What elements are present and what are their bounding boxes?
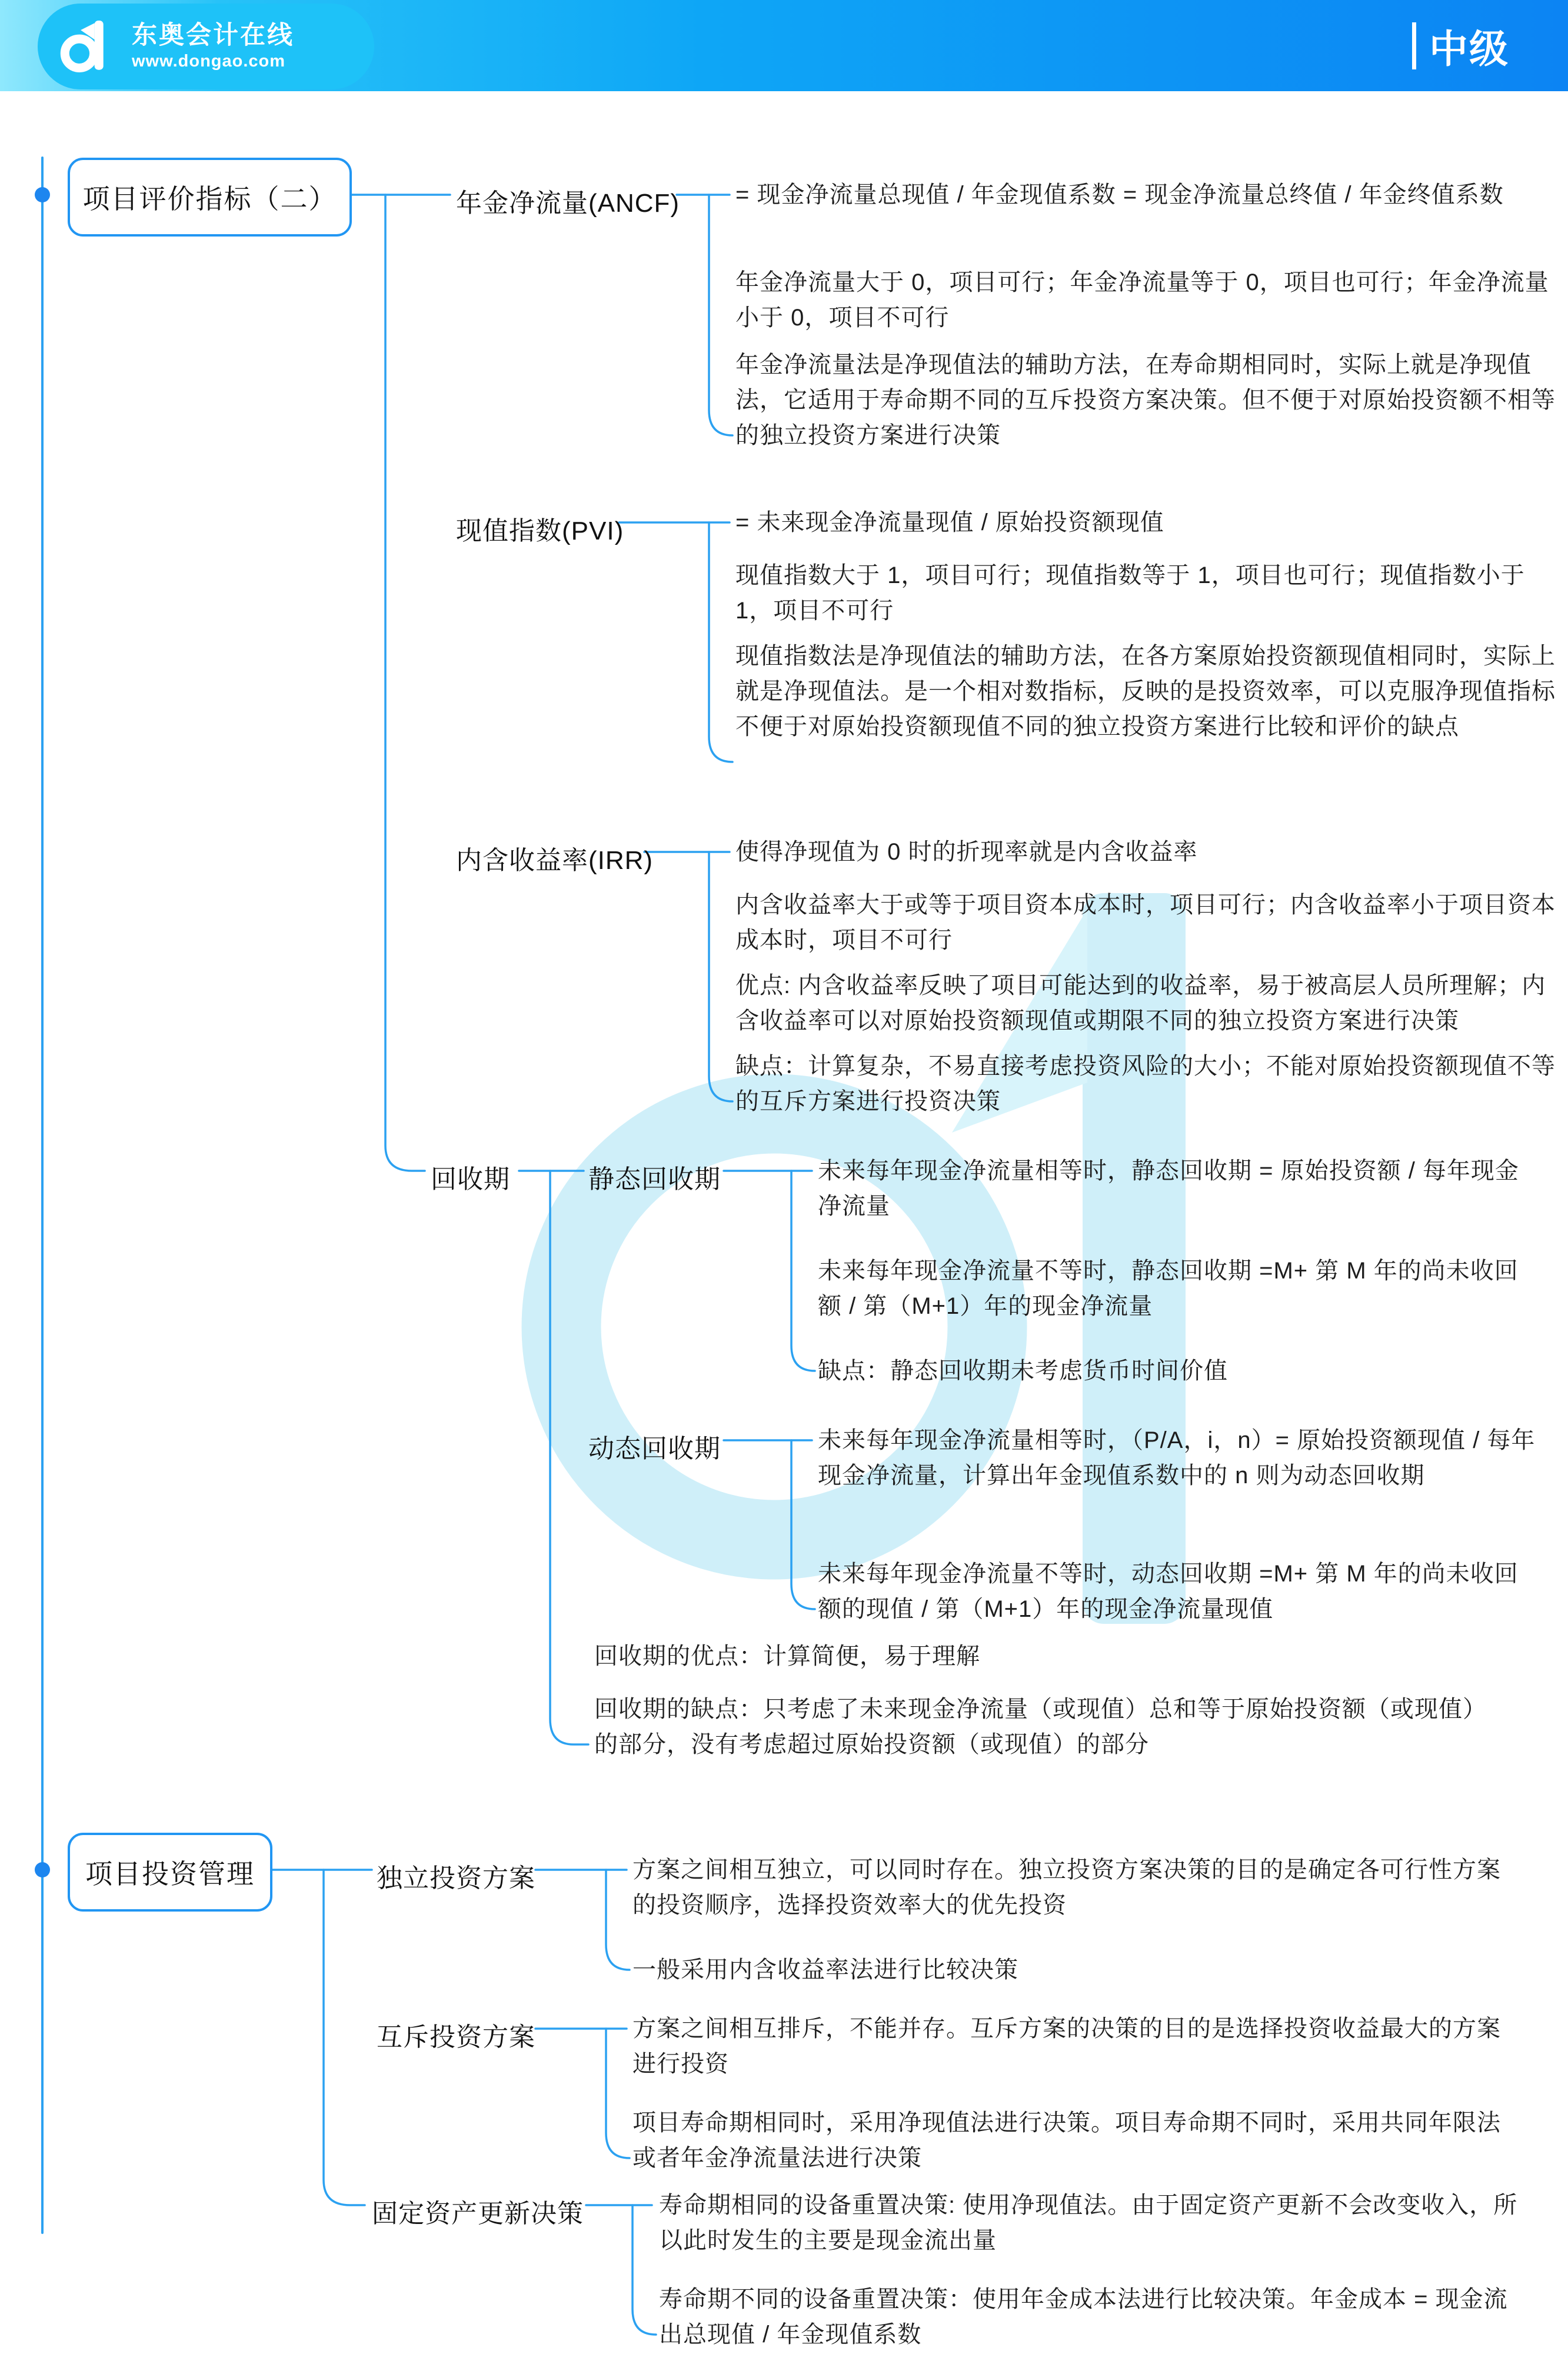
- note-irr-decision-rule: 内含收益率大于或等于项目资本成本时，项目可行；内含收益率小于项目资本成本时，项目不可行: [735, 892, 1556, 953]
- note-exclusive-definition: 方案之间相互排斥，不能并存。互斥方案的决策的目的是选择投资收益最大的方案进行投资: [632, 2016, 1501, 2077]
- root-node-project-evaluation-indicators[interactable]: 项目评价指标（二）: [68, 158, 352, 237]
- node-mutually-exclusive-investment-plan[interactable]: 互斥投资方案: [377, 2023, 535, 2052]
- note-ancf-method: 年金净流量法是净现值法的辅助方法，在寿命期相同时，实际上就是净现值法，它适用于寿命期不同的互斥投资方案决策。但不便于对原始投资额不相等的独立投资方案进行决策: [735, 352, 1556, 448]
- note-pvi-formula: = 未来现金净流量现值 / 原始投资额现值: [735, 510, 1164, 535]
- level-label: 中级: [1429, 27, 1509, 71]
- note-static-equal-flows: 未来每年现金净流量相等时，静态回收期 = 原始投资额 / 每年现金净流量: [818, 1158, 1519, 1219]
- root-node-project-investment-management[interactable]: 项目投资管理: [68, 1833, 272, 1912]
- note-independent-method: 一般采用内含收益率法进行比较决策: [632, 1957, 1018, 1983]
- note-dynamic-unequal-flows: 未来每年现金净流量不等时，动态回收期 =M+ 第 M 年的尚未收回额的现值 / 第（M+1）年的现金净流量现值: [818, 1561, 1519, 1622]
- node-dynamic-payback-period[interactable]: 动态回收期: [588, 1434, 721, 1463]
- note-independent-definition: 方案之间相互独立，可以同时存在。独立投资方案决策的目的是确定各可行性方案的投资顺序，选择投资效率大的优先投资: [632, 1857, 1501, 1918]
- node-annual-net-cash-flow[interactable]: 年金净流量(ANCF): [456, 189, 680, 218]
- brand-name: 东奥会计在线: [132, 21, 294, 49]
- note-pvi-method: 现值指数法是净现值法的辅助方法，在各方案原始投资额现值相同时，实际上就是净现值法。是一个相对数指标，反映的是投资效率，可以克服净现值指标不便于对原始投资额现值不同的独立投资方案进行比较和评价的缺点: [735, 643, 1556, 740]
- node-internal-rate-of-return[interactable]: 内含收益率(IRR): [456, 846, 654, 875]
- note-ancf-decision-rule: 年金净流量大于 0，项目可行；年金净流量等于 0，项目也可行；年金净流量小于 0，项目不可行: [735, 269, 1549, 331]
- note-static-disadvantage: 缺点：静态回收期未考虑货币时间价值: [818, 1358, 1228, 1384]
- node-static-payback-period[interactable]: 静态回收期: [588, 1165, 721, 1194]
- note-irr-advantages: 优点: 内含收益率反映了项目可能达到的收益率，易于被高层人员所理解；内含收益率可以对原始投资额现值或期限不同的独立投资方案进行决策: [735, 973, 1546, 1034]
- node-payback-period[interactable]: 回收期: [431, 1165, 510, 1194]
- note-renewal-different-life: 寿命期不同的设备重置决策：使用年金成本法进行比较决策。年金成本 = 现金流出总现值 / 年金现值系数: [659, 2286, 1508, 2348]
- note-renewal-same-life: 寿命期相同的设备重置决策: 使用净现值法。由于固定资产更新不会改变收入，所以此时发生的主要是现金流出量: [659, 2192, 1518, 2253]
- note-pvi-decision-rule: 现值指数大于 1，项目可行；现值指数等于 1，项目也可行；现值指数小于 1，项目不可行: [735, 562, 1525, 624]
- note-dynamic-equal-flows: 未来每年现金净流量相等时，（P/A，i，n）= 原始投资额现值 / 每年现金净流量，计算出年金现值系数中的 n 则为动态回收期: [818, 1427, 1536, 1489]
- note-irr-disadvantages: 缺点：计算复杂，不易直接考虑投资风险的大小；不能对原始投资额现值不等的互斥方案进行投资决策: [735, 1053, 1556, 1114]
- node-present-value-index[interactable]: 现值指数(PVI): [456, 517, 624, 545]
- note-irr-definition: 使得净现值为 0 时的折现率就是内含收益率: [735, 839, 1198, 865]
- node-fixed-asset-renewal-decision[interactable]: 固定资产更新决策: [372, 2199, 584, 2228]
- note-exclusive-method: 项目寿命期相同时，采用净现值法进行决策。项目寿命期不同时，采用共同年限法或者年金净流量法进行决策: [632, 2110, 1501, 2171]
- node-independent-investment-plan[interactable]: 独立投资方案: [377, 1864, 535, 1893]
- note-static-unequal-flows: 未来每年现金净流量不等时，静态回收期 =M+ 第 M 年的尚未收回额 / 第（M+1）年的现金净流量: [818, 1258, 1519, 1319]
- note-payback-advantages: 回收期的优点：计算简便，易于理解: [594, 1643, 980, 1669]
- brand-url: www.dongao.com: [132, 52, 286, 71]
- note-ancf-formula: = 现金净流量总现值 / 年金现值系数 = 现金净流量总终值 / 年金终值系数: [735, 182, 1504, 208]
- note-payback-disadvantages: 回收期的缺点：只考虑了未来现金净流量（或现值）总和等于原始投资额（或现值）的部分，没有考虑超过原始投资额（或现值）的部分: [594, 1696, 1475, 1757]
